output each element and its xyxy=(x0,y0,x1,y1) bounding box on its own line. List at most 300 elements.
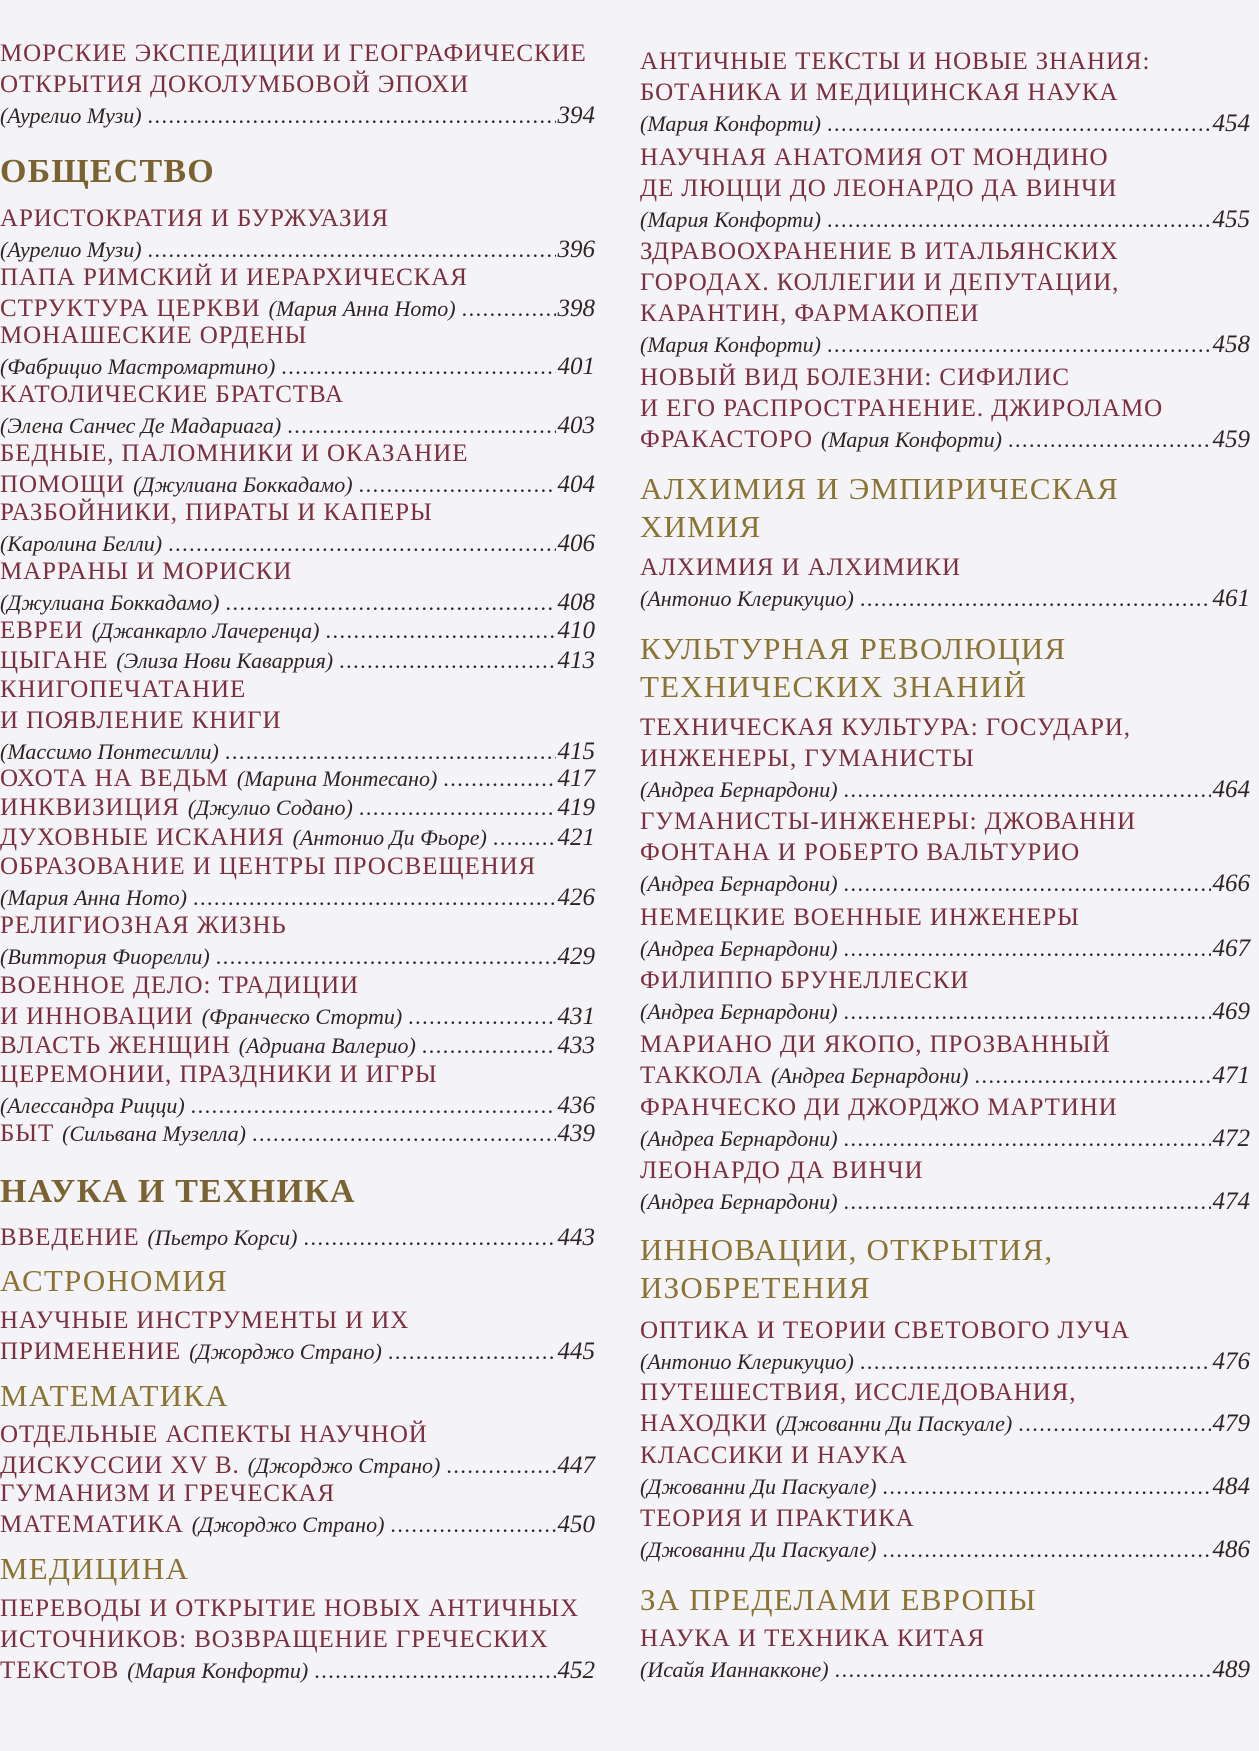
entry-page-number: 426 xyxy=(557,884,595,911)
toc-entry[interactable] xyxy=(0,38,595,131)
entry-title: И ЕГО РАСПРОСТРАНЕНИЕ. ДЖИРОЛАМО xyxy=(640,395,1164,422)
entry-title: ТЕХНИЧЕСКАЯ КУЛЬТУРА: ГОСУДАРИ, xyxy=(640,714,1131,741)
toc-entry-line xyxy=(0,528,595,559)
entry-author: (Мария Конфорти) xyxy=(820,427,1002,452)
toc-entry-line xyxy=(0,1593,595,1624)
entry-author: (Джулиана Боккадамо) xyxy=(0,590,220,615)
toc-entry-line xyxy=(640,1440,1250,1471)
entry-author: (Джованни Ди Паскуале) xyxy=(775,1411,1013,1436)
dot-leader xyxy=(860,1346,1211,1377)
toc-entry-line xyxy=(640,77,1250,108)
toc-entry-line xyxy=(0,822,595,853)
toc-entry-line xyxy=(640,393,1250,424)
entry-page-number: 398 xyxy=(557,295,595,322)
entry-page-number: 406 xyxy=(557,530,595,557)
toc-entry-line xyxy=(0,1478,595,1509)
entry-title: ПЕРЕВОДЫ И ОТКРЫТИЕ НОВЫХ АНТИЧНЫХ xyxy=(0,1595,580,1622)
entry-page-number: 464 xyxy=(1212,776,1250,803)
toc-entry-line xyxy=(640,806,1250,837)
dot-leader xyxy=(359,792,556,823)
entry-title: ОХОТА НА ВЕДЬМ xyxy=(0,765,229,792)
entry-page-number: 445 xyxy=(557,1338,595,1365)
toc-entry-line xyxy=(0,1118,595,1149)
entry-page-number: 458 xyxy=(1212,331,1250,358)
entry-page-number: 410 xyxy=(557,617,595,644)
entry-page-number: 439 xyxy=(557,1120,595,1147)
toc-entry-line xyxy=(0,262,595,293)
toc-section-heading xyxy=(0,1550,595,1588)
toc-entry-line xyxy=(640,1471,1250,1502)
toc-entry-line xyxy=(0,38,595,69)
toc-entry-line xyxy=(640,965,1250,996)
toc-entry[interactable] xyxy=(640,236,1250,360)
toc-entry-line xyxy=(0,970,595,1001)
toc-entry[interactable] xyxy=(0,203,595,265)
toc-entry[interactable] xyxy=(640,1029,1250,1091)
toc-entry-line xyxy=(640,1315,1250,1346)
entry-title: НЕМЕЦКИЕ ВОЕННЫЕ ИНЖЕНЕРЫ xyxy=(640,904,1080,931)
toc-entry-line xyxy=(640,1534,1250,1565)
toc-entry[interactable] xyxy=(0,320,595,382)
toc-entry-line xyxy=(0,69,595,100)
toc-entry-line xyxy=(640,204,1250,235)
toc-entry-line xyxy=(640,743,1250,774)
entry-author: (Мария Конфорти) xyxy=(640,111,822,136)
toc-entry-line xyxy=(640,1503,1250,1534)
toc-entry[interactable] xyxy=(0,615,595,646)
entry-page-number: 471 xyxy=(1212,1062,1250,1089)
toc-entry-line xyxy=(640,1029,1250,1060)
entry-title: ДУХОВНЫЕ ИСКАНИЯ xyxy=(0,824,285,851)
section-heading-line: ОБЩЕСТВО xyxy=(0,153,215,190)
entry-title: НОВЫЙ ВИД БОЛЕЗНИ: СИФИЛИС xyxy=(640,364,1070,391)
entry-author: (Антонио Ди Фьоре) xyxy=(292,825,487,850)
toc-entry-line xyxy=(640,902,1250,933)
entry-author: (Андреа Бернардони) xyxy=(640,999,838,1024)
toc-entry-line xyxy=(0,792,595,823)
entry-author: (Массимо Понтесилли) xyxy=(0,739,219,764)
toc-entry-line xyxy=(0,1305,595,1336)
dot-leader xyxy=(314,1655,555,1686)
toc-entry[interactable] xyxy=(0,556,595,618)
entry-title: ВОЕННОЕ ДЕЛО: ТРАДИЦИИ xyxy=(0,972,359,999)
entry-title: ПАПА РИМСКИЙ И ИЕРАРХИЧЕСКАЯ xyxy=(0,264,468,291)
entry-title: ИСТОЧНИКОВ: ВОЗВРАЩЕНИЕ ГРЕЧЕСКИХ xyxy=(0,1626,549,1653)
toc-entry-line xyxy=(0,587,595,618)
entry-title: ОТКРЫТИЯ ДОКОЛУМБОВОЙ ЭПОХИ xyxy=(0,71,470,98)
dot-leader xyxy=(827,329,1210,360)
dot-leader xyxy=(882,1471,1210,1502)
dot-leader xyxy=(216,941,556,972)
dot-leader xyxy=(193,882,556,913)
entry-author: (Андреа Бернардони) xyxy=(640,1189,838,1214)
toc-entry-line xyxy=(640,552,1250,583)
entry-author: (Мария Конфорти) xyxy=(640,207,822,232)
entry-page-number: 479 xyxy=(1212,1410,1250,1437)
toc-entry-line xyxy=(640,1623,1250,1654)
toc-entry[interactable] xyxy=(0,379,595,441)
toc-section-heading xyxy=(0,1173,595,1211)
entry-author: (Джованни Ди Паскуале) xyxy=(640,1474,877,1499)
toc-entry-line xyxy=(0,882,595,913)
toc-entry-line xyxy=(0,320,595,351)
toc-entry-line xyxy=(0,941,595,972)
toc-entry-line xyxy=(640,1377,1250,1408)
dot-leader xyxy=(1008,424,1211,455)
toc-entry[interactable] xyxy=(0,1222,595,1253)
entry-title: МАРРАНЫ И МОРИСКИ xyxy=(0,558,293,585)
dot-leader xyxy=(844,1186,1211,1217)
entry-author: (Пьетро Корси) xyxy=(147,1225,298,1250)
toc-entry-line xyxy=(0,705,595,736)
toc-entry-line xyxy=(0,1059,595,1090)
entry-author: (Каролина Белли) xyxy=(0,531,163,556)
toc-entry-line xyxy=(640,142,1250,173)
toc-entry[interactable] xyxy=(0,1478,595,1540)
dot-leader xyxy=(422,1030,556,1061)
dot-leader xyxy=(835,1654,1211,1685)
entry-title: ВЛАСТЬ ЖЕНЩИН xyxy=(0,1032,231,1059)
entry-author: (Джорджо Страно) xyxy=(247,1453,441,1478)
toc-entry-line xyxy=(640,298,1250,329)
toc-entry-line xyxy=(640,108,1250,139)
entry-title: НАУКА И ТЕХНИКА КИТАЯ xyxy=(640,1625,985,1652)
toc-entry[interactable] xyxy=(0,910,595,972)
entry-title: ПРИМЕНЕНИЕ xyxy=(0,1338,182,1365)
entry-page-number: 455 xyxy=(1212,206,1250,233)
toc-entry-line xyxy=(640,46,1250,77)
toc-entry[interactable] xyxy=(640,1155,1250,1217)
entry-page-number: 469 xyxy=(1212,998,1250,1025)
toc-entry[interactable] xyxy=(0,1419,595,1481)
entry-page-number: 415 xyxy=(557,738,595,765)
entry-title: ЕВРЕИ xyxy=(0,617,84,644)
entry-title: БОТАНИКА И МЕДИЦИНСКАЯ НАУКА xyxy=(640,79,1119,106)
toc-entry-line xyxy=(640,868,1250,899)
entry-author: (Фабрицио Мастромартино) xyxy=(0,354,276,379)
entry-title: ФРАКАСТОРО xyxy=(640,426,813,453)
toc-entry-line xyxy=(0,410,595,441)
toc-entry-line xyxy=(0,497,595,528)
entry-page-number: 417 xyxy=(557,765,595,792)
dot-leader xyxy=(225,587,555,618)
toc-entry[interactable] xyxy=(0,851,595,913)
entry-page-number: 466 xyxy=(1212,870,1250,897)
toc-entry[interactable] xyxy=(0,1059,595,1121)
toc-entry-line xyxy=(640,362,1250,393)
dot-leader xyxy=(303,1222,555,1253)
entry-title: БЫТ xyxy=(0,1120,55,1147)
dot-leader xyxy=(168,528,555,559)
entry-page-number: 443 xyxy=(557,1224,595,1251)
entry-page-number: 472 xyxy=(1212,1125,1250,1152)
entry-title: БЕДНЫЕ, ПАЛОМНИКИ И ОКАЗАНИЕ xyxy=(0,440,469,467)
entry-title: ПОМОЩИ xyxy=(0,471,126,498)
dot-leader xyxy=(443,763,555,794)
entry-title: ОТДЕЛЬНЫЕ АСПЕКТЫ НАУЧНОЙ xyxy=(0,1421,428,1448)
toc-entry-line xyxy=(0,1222,595,1253)
entry-title: КАТОЛИЧЕСКИЕ БРАТСТВА xyxy=(0,381,344,408)
toc-entry-line xyxy=(0,1419,595,1450)
entry-title: ВВЕДЕНИЕ xyxy=(0,1224,140,1251)
dot-leader xyxy=(390,1509,555,1540)
entry-title: ДЕ ЛЮЦЦИ ДО ЛЕОНАРДО ДА ВИНЧИ xyxy=(640,175,1118,202)
toc-entry[interactable] xyxy=(640,1092,1250,1154)
entry-page-number: 476 xyxy=(1212,1348,1250,1375)
entry-author: (Андреа Бернардони) xyxy=(640,1126,838,1151)
section-heading-line: МАТЕМАТИКА xyxy=(0,1378,229,1413)
toc-entry-line xyxy=(640,1408,1250,1439)
toc-entry[interactable] xyxy=(0,438,595,500)
entry-title: ИНКВИЗИЦИЯ xyxy=(0,794,180,821)
entry-page-number: 459 xyxy=(1212,426,1250,453)
toc-entry-line xyxy=(0,234,595,265)
entry-title: И ПОЯВЛЕНИЕ КНИГИ xyxy=(0,707,282,734)
entry-author: (Джанкарло Лачеренца) xyxy=(91,618,320,643)
toc-section-heading xyxy=(0,1262,595,1300)
dot-leader xyxy=(844,996,1211,1027)
entry-author: (Джулиана Боккадамо) xyxy=(133,472,353,497)
toc-entry[interactable] xyxy=(0,1305,595,1367)
toc-entry-line xyxy=(0,1336,595,1367)
dot-leader xyxy=(388,1336,556,1367)
toc-entry-line xyxy=(640,1155,1250,1186)
toc-entry[interactable] xyxy=(0,763,595,794)
toc-entry[interactable] xyxy=(640,1315,1250,1377)
entry-author: (Андреа Бернардони) xyxy=(770,1063,969,1088)
entry-title: ФРАНЧЕСКО ДИ ДЖОРДЖО МАРТИНИ xyxy=(640,1094,1118,1121)
entry-author: (Аурелио Музи) xyxy=(0,237,142,262)
section-heading-line: ИННОВАЦИИ, ОТКРЫТИЯ, xyxy=(640,1232,1054,1267)
dot-leader xyxy=(493,822,556,853)
toc-entry-line xyxy=(640,933,1250,964)
entry-title: ГОРОДАХ. КОЛЛЕГИИ И ДЕПУТАЦИИ, xyxy=(640,269,1120,296)
entry-title: И ИННОВАЦИИ xyxy=(0,1003,194,1030)
entry-author: (Антонио Клерикуцио) xyxy=(640,586,854,611)
toc-entry-line xyxy=(0,203,595,234)
toc-entry[interactable] xyxy=(0,1593,595,1686)
toc-section-heading xyxy=(640,1581,1250,1619)
toc-entry[interactable] xyxy=(0,1118,595,1149)
entry-author: (Мария Конфорти) xyxy=(127,1658,309,1683)
section-heading-line: ТЕХНИЧЕСКИХ ЗНАНИЙ xyxy=(640,669,1028,704)
section-heading-line: НАУКА И ТЕХНИКА xyxy=(0,1173,356,1210)
entry-author: (Сильвана Музелла) xyxy=(62,1121,246,1146)
toc-entry-line xyxy=(640,173,1250,204)
entry-author: (Джулио Содано) xyxy=(187,795,353,820)
section-heading-line: ИЗОБРЕТЕНИЯ xyxy=(640,1270,871,1305)
toc-entry[interactable] xyxy=(640,1503,1250,1565)
dot-leader xyxy=(281,351,555,382)
toc-entry[interactable] xyxy=(640,1623,1250,1685)
entry-title: МОНАШЕСКИЕ ОРДЕНЫ xyxy=(0,322,308,349)
dot-leader xyxy=(287,410,555,441)
entry-page-number: 454 xyxy=(1212,110,1250,137)
toc-entry[interactable] xyxy=(640,902,1250,964)
toc-entry-line xyxy=(0,438,595,469)
dot-leader xyxy=(339,645,555,676)
entry-author: (Андреа Бернардони) xyxy=(640,936,838,961)
toc-entry-line xyxy=(640,774,1250,805)
entry-page-number: 413 xyxy=(557,647,595,674)
toc-entry[interactable] xyxy=(640,965,1250,1027)
section-heading-line: АСТРОНОМИЯ xyxy=(0,1263,228,1298)
toc-entry[interactable] xyxy=(640,46,1250,139)
dot-leader xyxy=(191,1090,556,1121)
entry-author: (Джорджо Страно) xyxy=(191,1512,385,1537)
toc-entry-line xyxy=(0,469,595,500)
entry-title: ГУМАНИЗМ И ГРЕЧЕСКАЯ xyxy=(0,1480,336,1507)
toc-entry[interactable] xyxy=(0,674,595,767)
entry-title: КАРАНТИН, ФАРМАКОПЕИ xyxy=(640,300,980,327)
entry-page-number: 486 xyxy=(1212,1536,1250,1563)
entry-title: ТЕКСТОВ xyxy=(0,1657,120,1684)
entry-title: ФОНТАНА И РОБЕРТО ВАЛЬТУРИО xyxy=(640,839,1081,866)
entry-title: ДИСКУССИИ XV В. xyxy=(0,1452,240,1479)
entry-title: РЕЛИГИОЗНАЯ ЖИЗНЬ xyxy=(0,912,287,939)
toc-entry[interactable] xyxy=(640,1377,1250,1439)
toc-entry-line xyxy=(640,583,1250,614)
toc-entry-line xyxy=(0,1090,595,1121)
toc-entry-line xyxy=(0,1450,595,1481)
toc-entry-line xyxy=(0,1509,595,1540)
entry-author: (Джорджо Страно) xyxy=(189,1339,382,1364)
toc-entry-line xyxy=(0,851,595,882)
entry-title: НАХОДКИ xyxy=(640,1410,768,1437)
toc-entry[interactable] xyxy=(0,822,595,853)
toc-entry[interactable] xyxy=(640,362,1250,455)
entry-page-number: 474 xyxy=(1212,1188,1250,1215)
toc-entry-line xyxy=(640,267,1250,298)
dot-leader xyxy=(252,1118,556,1149)
entry-title: ЗДРАВООХРАНЕНИЕ В ИТАЛЬЯНСКИХ xyxy=(640,238,1119,265)
entry-page-number: 394 xyxy=(557,102,595,129)
toc-entry[interactable] xyxy=(0,792,595,823)
entry-author: (Адриана Валерио) xyxy=(238,1033,416,1058)
toc-entry[interactable] xyxy=(640,712,1250,805)
toc-entry-line xyxy=(640,1123,1250,1154)
toc-entry-line xyxy=(0,763,595,794)
entry-title: ГУМАНИСТЫ-ИНЖЕНЕРЫ: ДЖОВАННИ xyxy=(640,808,1137,835)
toc-entry-line xyxy=(640,996,1250,1027)
toc-entry[interactable] xyxy=(640,552,1250,614)
entry-page-number: 461 xyxy=(1212,585,1250,612)
section-heading-line: ЗА ПРЕДЕЛАМИ ЕВРОПЫ xyxy=(640,1582,1037,1617)
entry-title: ИНЖЕНЕРЫ, ГУМАНИСТЫ xyxy=(640,745,975,772)
dot-leader xyxy=(326,615,556,646)
dot-leader xyxy=(408,1001,555,1032)
entry-author: (Антонио Клерикуцио) xyxy=(640,1349,854,1374)
toc-entry[interactable] xyxy=(640,1440,1250,1502)
entry-title: МОРСКИЕ ЭКСПЕДИЦИИ И ГЕОГРАФИЧЕСКИЕ xyxy=(0,40,587,67)
dot-leader xyxy=(1018,1408,1210,1439)
entry-page-number: 396 xyxy=(557,236,595,263)
entry-title: АНТИЧНЫЕ ТЕКСТЫ И НОВЫЕ ЗНАНИЯ: xyxy=(640,48,1151,75)
entry-page-number: 408 xyxy=(557,589,595,616)
toc-entry-line xyxy=(640,329,1250,360)
toc-section-heading xyxy=(0,153,595,191)
entry-title: ТЕОРИЯ И ПРАКТИКА xyxy=(640,1505,915,1532)
entry-author: (Андреа Бернардони) xyxy=(640,871,838,896)
entry-author: (Марина Монтесано) xyxy=(236,766,438,791)
dot-leader xyxy=(148,100,556,131)
entry-title: ЦЫГАНЕ xyxy=(0,647,109,674)
entry-page-number: 403 xyxy=(557,412,595,439)
toc-entry[interactable] xyxy=(640,806,1250,899)
toc-entry-line xyxy=(0,1030,595,1061)
entry-title: ЦЕРЕМОНИИ, ПРАЗДНИКИ И ИГРЫ xyxy=(0,1061,438,1088)
entry-author: (Андреа Бернардони) xyxy=(640,777,838,802)
toc-entry-line xyxy=(640,837,1250,868)
toc-entry-line xyxy=(0,1001,595,1032)
entry-title: НАУЧНЫЕ ИНСТРУМЕНТЫ И ИХ xyxy=(0,1307,410,1334)
toc-entry[interactable] xyxy=(0,970,595,1032)
section-heading-line: АЛХИМИЯ И ЭМПИРИЧЕСКАЯ xyxy=(640,471,1120,506)
toc-entry[interactable] xyxy=(0,1030,595,1061)
entry-title: АЛХИМИЯ И АЛХИМИКИ xyxy=(640,554,961,581)
toc-entry[interactable] xyxy=(0,262,595,324)
section-heading-line: КУЛЬТУРНАЯ РЕВОЛЮЦИЯ xyxy=(640,631,1067,666)
toc-section-heading xyxy=(640,470,1250,546)
entry-page-number: 401 xyxy=(557,353,595,380)
dot-leader xyxy=(844,774,1211,805)
toc-entry-line xyxy=(0,1624,595,1655)
entry-page-number: 489 xyxy=(1212,1656,1250,1683)
toc-entry-line xyxy=(0,351,595,382)
toc-entry-line xyxy=(640,1060,1250,1091)
entry-page-number: 431 xyxy=(557,1003,595,1030)
toc-entry[interactable] xyxy=(0,645,595,676)
toc-entry-line xyxy=(0,556,595,587)
entry-page-number: 429 xyxy=(557,943,595,970)
toc-entry-line xyxy=(640,1346,1250,1377)
entry-title: АРИСТОКРАТИЯ И БУРЖУАЗИЯ xyxy=(0,205,389,232)
entry-author: (Виттория Фиорелли) xyxy=(0,944,210,969)
entry-page-number: 484 xyxy=(1212,1473,1250,1500)
entry-page-number: 421 xyxy=(557,824,595,851)
toc-entry-line xyxy=(0,674,595,705)
entry-title: ТАККОЛА xyxy=(640,1062,763,1089)
entry-author: (Мария Анна Ното) xyxy=(0,885,187,910)
entry-author: (Мария Конфорти) xyxy=(640,332,822,357)
entry-author: (Аурелио Музи) xyxy=(0,103,142,128)
entry-title: СТРУКТУРА ЦЕРКВИ xyxy=(0,295,261,322)
dot-leader xyxy=(844,868,1211,899)
entry-title: КЛАССИКИ И НАУКА xyxy=(640,1442,908,1469)
entry-page-number: 419 xyxy=(557,794,595,821)
entry-page-number: 436 xyxy=(557,1092,595,1119)
entry-author: (Исайя Ианнакконе) xyxy=(640,1657,829,1682)
entry-author: (Франческо Сторти) xyxy=(201,1004,403,1029)
toc-entry-line xyxy=(640,424,1250,455)
toc-entry[interactable] xyxy=(0,497,595,559)
entry-title: ФИЛИППО БРУНЕЛЛЕСКИ xyxy=(640,967,970,994)
toc-section-heading xyxy=(640,1231,1250,1307)
dot-leader xyxy=(974,1060,1210,1091)
toc-entry[interactable] xyxy=(640,142,1250,235)
toc-section-heading xyxy=(0,1377,595,1415)
toc-entry-line xyxy=(0,910,595,941)
section-heading-line: МЕДИЦИНА xyxy=(0,1551,190,1586)
entry-title: МАРИАНО ДИ ЯКОПО, ПРОЗВАННЫЙ xyxy=(640,1031,1111,1058)
toc-entry-line xyxy=(0,100,595,131)
dot-leader xyxy=(882,1534,1210,1565)
entry-title: КНИГОПЕЧАТАНИЕ xyxy=(0,676,247,703)
dot-leader xyxy=(359,469,556,500)
entry-title: ОБРАЗОВАНИЕ И ЦЕНТРЫ ПРОСВЕЩЕНИЯ xyxy=(0,853,537,880)
dot-leader xyxy=(844,1123,1211,1154)
section-heading-line: ХИМИЯ xyxy=(640,509,762,544)
